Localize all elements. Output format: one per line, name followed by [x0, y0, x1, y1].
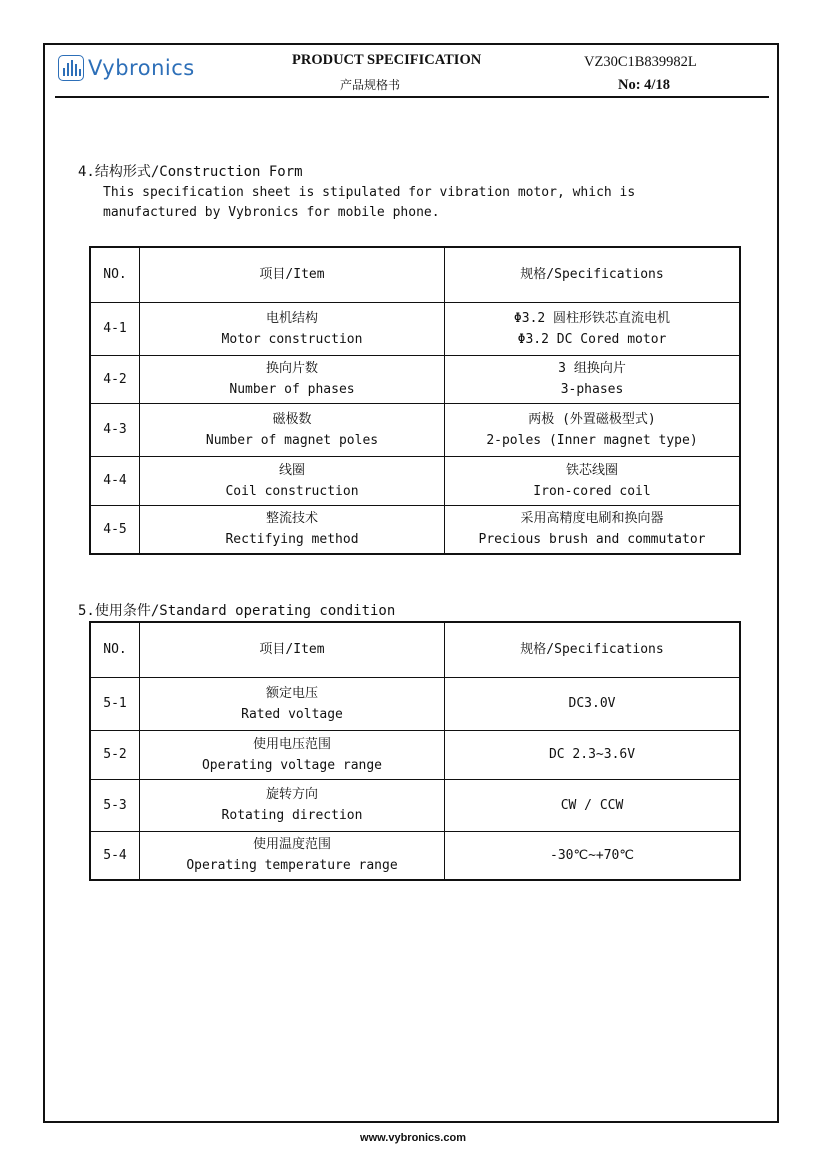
row-spec: CW / CCW — [445, 779, 741, 831]
spec-en: Φ3.2 DC Cored motor — [517, 331, 667, 347]
item-cn: 磁极数 — [272, 411, 312, 427]
item-cn: 旋转方向 — [265, 787, 318, 802]
table-row — [90, 403, 740, 456]
item-en: Operating voltage range — [201, 757, 382, 773]
page-number: No: 4/18 — [618, 77, 670, 93]
table-row — [90, 505, 740, 554]
spec-en: 2-poles (Inner magnet type) — [486, 432, 698, 448]
item-en: Coil construction — [225, 483, 359, 499]
row-no: 4-2 — [90, 355, 140, 403]
item-en: Rectifying method — [225, 532, 359, 548]
footer-url: www.vybronics.com — [360, 1132, 466, 1144]
section-4-intro — [103, 183, 703, 223]
item-en: Rotating direction — [221, 808, 363, 823]
row-no: 5-4 — [90, 831, 140, 880]
row-item — [140, 355, 445, 403]
item-en: Operating temperature range — [186, 858, 398, 874]
spec-cn: 3 组换向片 — [558, 361, 626, 376]
row-spec — [445, 505, 741, 554]
row-item — [140, 505, 445, 554]
table-row — [90, 730, 740, 779]
row-no: 5-1 — [90, 677, 140, 730]
section-4-heading: 4.结构形式/Construction Form — [78, 164, 303, 180]
row-item — [140, 456, 445, 505]
item-en: Rated voltage — [241, 706, 343, 722]
spec-cn: Φ3.2 圆柱形铁芯直流电机 — [513, 310, 671, 326]
column-header-item: 项目/Item — [140, 622, 445, 677]
row-no: 4-3 — [90, 403, 140, 456]
table-header-row — [90, 622, 740, 677]
row-item — [140, 677, 445, 730]
row-spec — [445, 403, 741, 456]
item-cn: 额定电压 — [265, 685, 318, 701]
row-no: 5-3 — [90, 779, 140, 831]
column-header-no: NO. — [90, 622, 140, 677]
row-spec: DC3.0V — [445, 677, 741, 730]
table-header-row — [90, 247, 740, 302]
table-row — [90, 302, 740, 355]
column-header-spec: 规格/Specifications — [445, 622, 741, 677]
row-no: 4-1 — [90, 302, 140, 355]
row-item — [140, 302, 445, 355]
intro-line: manufactured by Vybronics for mobile phone. — [103, 205, 440, 220]
item-en: Number of phases — [229, 382, 355, 397]
table-row — [90, 779, 740, 831]
item-cn: 整流技术 — [265, 511, 318, 527]
row-no: 5-2 — [90, 730, 140, 779]
row-spec — [445, 456, 741, 505]
document-code: VZ30C1B839982L — [584, 54, 697, 70]
row-spec: -30℃~+70℃ — [445, 831, 741, 880]
column-header-spec: 规格/Specifications — [445, 247, 741, 302]
spec-cn: 铁芯线圈 — [565, 462, 618, 478]
row-item — [140, 831, 445, 880]
column-header-no: NO. — [90, 247, 140, 302]
row-spec — [445, 355, 741, 403]
column-header-item: 项目/Item — [140, 247, 445, 302]
logo-text: Vybronics — [88, 56, 195, 80]
spec-cn: 两极 (外置磁极型式) — [528, 411, 656, 427]
item-en: Motor construction — [221, 331, 363, 347]
row-item — [140, 730, 445, 779]
row-item — [140, 779, 445, 831]
row-spec: DC 2.3~3.6V — [445, 730, 741, 779]
vybronics-logo-icon — [58, 55, 84, 81]
spec-en: 3-phases — [560, 382, 624, 397]
item-cn: 换向片数 — [265, 361, 318, 376]
item-en: Number of magnet poles — [205, 432, 379, 448]
row-item — [140, 403, 445, 456]
document-subtitle: 产品规格书 — [340, 78, 401, 92]
table-row — [90, 831, 740, 880]
row-spec — [445, 302, 741, 355]
intro-line: This specification sheet is stipulated for vibration motor, which is — [103, 185, 636, 200]
operating-condition-table — [89, 621, 741, 881]
table-row — [90, 355, 740, 403]
row-no: 4-4 — [90, 456, 140, 505]
item-cn: 使用电压范围 — [252, 736, 331, 752]
section-5-heading: 5.使用条件/Standard operating condition — [78, 603, 396, 619]
item-cn: 电机结构 — [265, 310, 318, 326]
spec-en: Precious brush and commutator — [478, 532, 706, 548]
table-row — [90, 677, 740, 730]
row-no: 4-5 — [90, 505, 140, 554]
table-row — [90, 456, 740, 505]
spec-en: Iron-cored coil — [533, 483, 651, 499]
document-title: PRODUCT SPECIFICATION — [292, 52, 482, 68]
item-cn: 线圈 — [278, 462, 305, 478]
header-divider — [55, 96, 769, 98]
spec-cn: 采用高精度电刷和换向器 — [520, 511, 664, 527]
company-logo — [58, 55, 195, 81]
item-cn: 使用温度范围 — [252, 837, 331, 853]
construction-table — [89, 246, 741, 555]
